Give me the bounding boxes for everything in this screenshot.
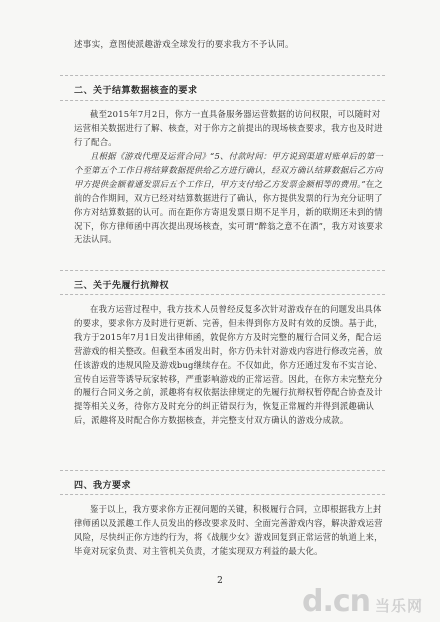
section2-paragraph-2: [74, 150, 385, 247]
section4-paragraph-1: 鉴于以上，我方要求你方正视问题的关键，积极履行合同，立即根据我方上封律师函以及派趣工作人员发出的修改要求及时、全面完善游戏内容，解决游戏运营风险，尽快纠正你方违约行为，将《战舰少女》游戏回复到正常运营的轨道上来，毕竟对玩家负责、对主管机关负责，才能实现双方利益的最大化。: [74, 504, 383, 556]
carryover-line: 述事实，意图使派趣游戏全球发行的要求我方不予认同。: [74, 40, 294, 50]
section-divider: [60, 294, 385, 295]
section-divider: [60, 494, 385, 495]
watermark-text: 当乐网: [375, 597, 424, 615]
section2-paragraph-1: 截至2015年7月2日，你方一直具备服务器运营数据的访问权限，可以随时对运营相关数据进行了解、核查，对于你方之前提出的现场核查要求，我方也及时进行了配合。: [74, 109, 383, 147]
section-divider: [60, 75, 385, 76]
section-divider: [60, 470, 385, 471]
section4-heading: 四、我方要求: [74, 481, 132, 491]
contract-quote: 且根据《游戏代理及运营合同》“5、付款时间：甲方说到渠道对账单后的第一个至第五个工作日将结算数据提供给乙方进行确认，经双方确认结算数据后乙方向甲方提供金额着通发票后五个工作日，甲方支付给乙方发票金额相等的费用。”: [74, 151, 383, 189]
section-divider: [60, 100, 385, 101]
section2-paragraph-2-rest: 在之前的合作期间，双方已经对结算数据进行了确认，你方提供发票的行为充分证明了你方对结算数据的认可。而在距你方寄退发票日期不足半月，新的联期还未到的情况下，你方律师函中再次提出现场核查，实可谓“醉翁之意不在酒”，我方对该要求无法认同。: [74, 178, 384, 245]
section3-heading: 三、关于先履行抗辩权: [74, 281, 170, 291]
watermark-logo: d.cn: [302, 584, 371, 619]
page-number: 2: [217, 576, 223, 586]
section2-heading: 二、关于结算数据核查的要求: [74, 86, 198, 96]
section3-paragraph-1: 在我方运营过程中，我方技术人员曾经反复多次针对游戏存在的问题发出具体的要求，要求你方及时进行更新、完善，但未得到你方及时有效的反馈。基于此，我方于2015年7月1日发出律师函，敦促你方方及时完整的履行合同义务，配合运营游戏的相关整改。但截至本函发出时，你方仍未针对游戏内容进行修改完善，放任该游戏的违规风险及游戏bug继续存在。不仅如此，你方还通过发布不实言论、宣传自运营等诱导玩家转移，严重影响游戏的正常运营。因此，在你方未完整充分的履行合同义务之前，派趣将有权依据法律规定的先履行抗辩权暂停配合协查及计提等相关义务，待你方及时充分的纠正错误行为，恢复正常履约并得到派趣确认后，派趣将及时配合你方数据核查，并完整支付双方确认的游戏分成款。: [74, 304, 383, 426]
section-divider: [60, 270, 385, 271]
